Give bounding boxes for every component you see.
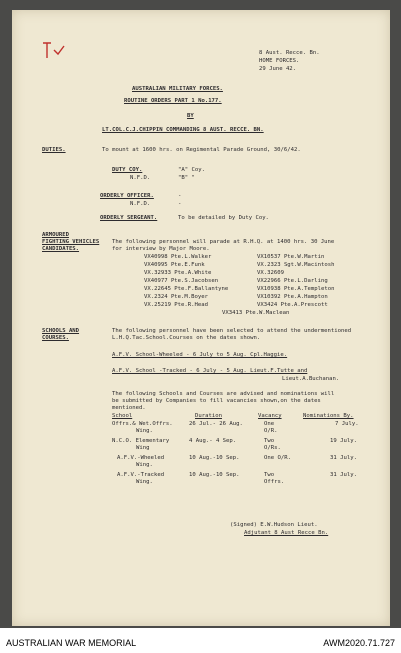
schools-text: The following personnel have been selected to attend the undermentioned bbox=[112, 328, 352, 334]
duty-row-value: To be detailed by Duty Coy. bbox=[178, 215, 269, 221]
table-cell-school: Offrs.& Wet.Offrs. bbox=[112, 421, 173, 427]
table-cell-vacancy: O/R. bbox=[264, 428, 278, 434]
table-header: Vacancy bbox=[258, 413, 282, 419]
personnel-entry: VX10392 Pte.A.Hampton bbox=[257, 294, 328, 300]
duty-row-value: "B" " bbox=[178, 175, 195, 181]
personnel-entry: VX40998 Pte.L.Walker bbox=[144, 254, 212, 260]
personnel-entry: VX.22645 Pte.F.Ballantyne bbox=[144, 286, 229, 292]
orders-title: ROUTINE ORDERS PART 1 No.177. bbox=[124, 98, 222, 104]
personnel-entry: VX.2323 Sgt.W.Macintosh bbox=[257, 262, 335, 268]
personnel-entry: VX3424 Pte.A.Prescott bbox=[257, 302, 328, 308]
duty-row-value: - bbox=[178, 193, 182, 199]
personnel-entry: VX40995 Pte.E.Funk bbox=[144, 262, 205, 268]
table-cell-vacancy: One O/R. bbox=[264, 455, 291, 461]
duty-row-role: N.F.D. bbox=[130, 175, 151, 181]
table-cell-vacancy: Two bbox=[264, 472, 275, 478]
schools-note: mentioned. bbox=[112, 405, 146, 411]
interview-label: CANDIDATES. bbox=[42, 246, 80, 252]
interview-text: The following personnel will parade at R.H.Q. at 1400 hrs. 30 June bbox=[112, 239, 335, 245]
archive-footer bbox=[0, 628, 401, 653]
personnel-entry: VX10537 Pte.W.Martin bbox=[257, 254, 325, 260]
commander-title: LT.COL.C.J.CHIPPIN COMMANDING 8 AUST. RECCE. BN. bbox=[102, 127, 264, 133]
table-cell-vacancy: Offrs. bbox=[264, 479, 285, 485]
table-cell-duration: 10 Aug.-10 Sep. bbox=[189, 455, 240, 461]
table-cell-vacancy: Two bbox=[264, 438, 275, 444]
personnel-entry: VX3413 Pte.W.Maclean bbox=[222, 310, 290, 316]
table-cell-nominations: 31 July. bbox=[330, 455, 357, 461]
personnel-entry: VX40977 Pte.S.Jacobsen bbox=[144, 278, 219, 284]
table-cell-school: Wing bbox=[136, 445, 150, 451]
table-cell-school: Wing. bbox=[136, 479, 153, 485]
table-cell-school: Wing. bbox=[136, 428, 153, 434]
table-cell-nominations: 7 July. bbox=[335, 421, 359, 427]
schools-label: COURSES. bbox=[42, 335, 69, 341]
footer-institution: AUSTRALIAN WAR MEMORIAL bbox=[6, 638, 137, 648]
by-label: BY bbox=[187, 113, 194, 119]
personnel-entry: VX10938 Pte.A.Templeton bbox=[257, 286, 335, 292]
duty-row-value: "A" Coy. bbox=[178, 167, 205, 173]
personnel-entry: VX.25219 Pte.R.Head bbox=[144, 302, 208, 308]
duties-label: DUTIES. bbox=[42, 147, 66, 153]
table-header: Nominations By. bbox=[303, 413, 354, 419]
footer-accession-number: AWM2020.71.727 bbox=[323, 638, 395, 648]
table-header: Duration bbox=[195, 413, 222, 419]
personnel-entry: VX22966 Pte.L.Darling bbox=[257, 278, 328, 284]
schools-text: L.H.Q.Tac.School.Courses on the dates shown. bbox=[112, 335, 261, 341]
handwritten-red-mark bbox=[40, 40, 72, 66]
table-cell-nominations: 31 July. bbox=[330, 472, 357, 478]
table-cell-vacancy: One bbox=[264, 421, 275, 427]
document-page bbox=[12, 10, 390, 626]
duty-row-role: ORDERLY SERGEANT. bbox=[100, 215, 158, 221]
table-cell-duration: 10 Aug.-10 Sep. bbox=[189, 472, 240, 478]
header-unit: 8 Aust. Recce. Bn. bbox=[259, 50, 320, 56]
interview-label: ARMOURED bbox=[42, 232, 69, 238]
table-cell-duration: 4 Aug.- 4 Sep. bbox=[189, 438, 237, 444]
signature-title: Adjutant 8 Aust Recce Bn. bbox=[244, 530, 329, 536]
personnel-entry: VX.32933 Pte.A.White bbox=[144, 270, 212, 276]
table-cell-nominations: 19 July. bbox=[330, 438, 357, 444]
personnel-entry: VX.2324 Pte.M.Boyer bbox=[144, 294, 208, 300]
course-entry: A.F.V. School-Wheeled - 6 July to 5 Aug. Cpl.Haggie. bbox=[112, 352, 288, 358]
course-entry: A.F.V. School -Tracked - 6 July - 5 Aug. Lieut.F.Tutte and bbox=[112, 368, 308, 374]
table-cell-duration: 26 Jul.- 26 Aug. bbox=[189, 421, 243, 427]
signature-line: (Signed) E.W.Hudson Lieut. bbox=[230, 522, 318, 528]
table-cell-school: Wing. bbox=[136, 462, 153, 468]
duties-text: To mount at 1600 hrs. on Regimental Parade Ground, 30/6/42. bbox=[102, 147, 301, 153]
table-header: School bbox=[112, 413, 133, 419]
interview-text: for interview by Major Moore. bbox=[112, 246, 210, 252]
table-cell-school: A.F.V.-Wheeled bbox=[117, 455, 165, 461]
duty-row-role: N.F.D. bbox=[130, 201, 151, 207]
personnel-entry: VX.32609 bbox=[257, 270, 284, 276]
table-cell-school: N.C.O. Elementary bbox=[112, 438, 170, 444]
schools-note: be submitted by Companies to fill vacancies shown,on the dates bbox=[112, 398, 321, 404]
force-title: AUSTRALIAN MILITARY FORCES. bbox=[132, 86, 223, 92]
schools-label: SCHOOLS AND bbox=[42, 328, 80, 334]
table-cell-school: A.F.V.-Tracked bbox=[117, 472, 165, 478]
interview-label: FIGHTING VEHICLES bbox=[42, 239, 100, 245]
course-entry: Lieut.A.Buchanan. bbox=[282, 376, 340, 382]
schools-note: The following Schools and Courses are advised and nominations will bbox=[112, 391, 335, 397]
header-location: HOME FORCES. bbox=[259, 58, 300, 64]
header-date: 29 June 42. bbox=[259, 66, 297, 72]
duty-row-role: ORDERLY OFFICER. bbox=[100, 193, 154, 199]
table-cell-vacancy: O/Rs. bbox=[264, 445, 281, 451]
duty-row-role: DUTY COY. bbox=[112, 167, 143, 173]
duty-row-value: - bbox=[178, 201, 182, 207]
